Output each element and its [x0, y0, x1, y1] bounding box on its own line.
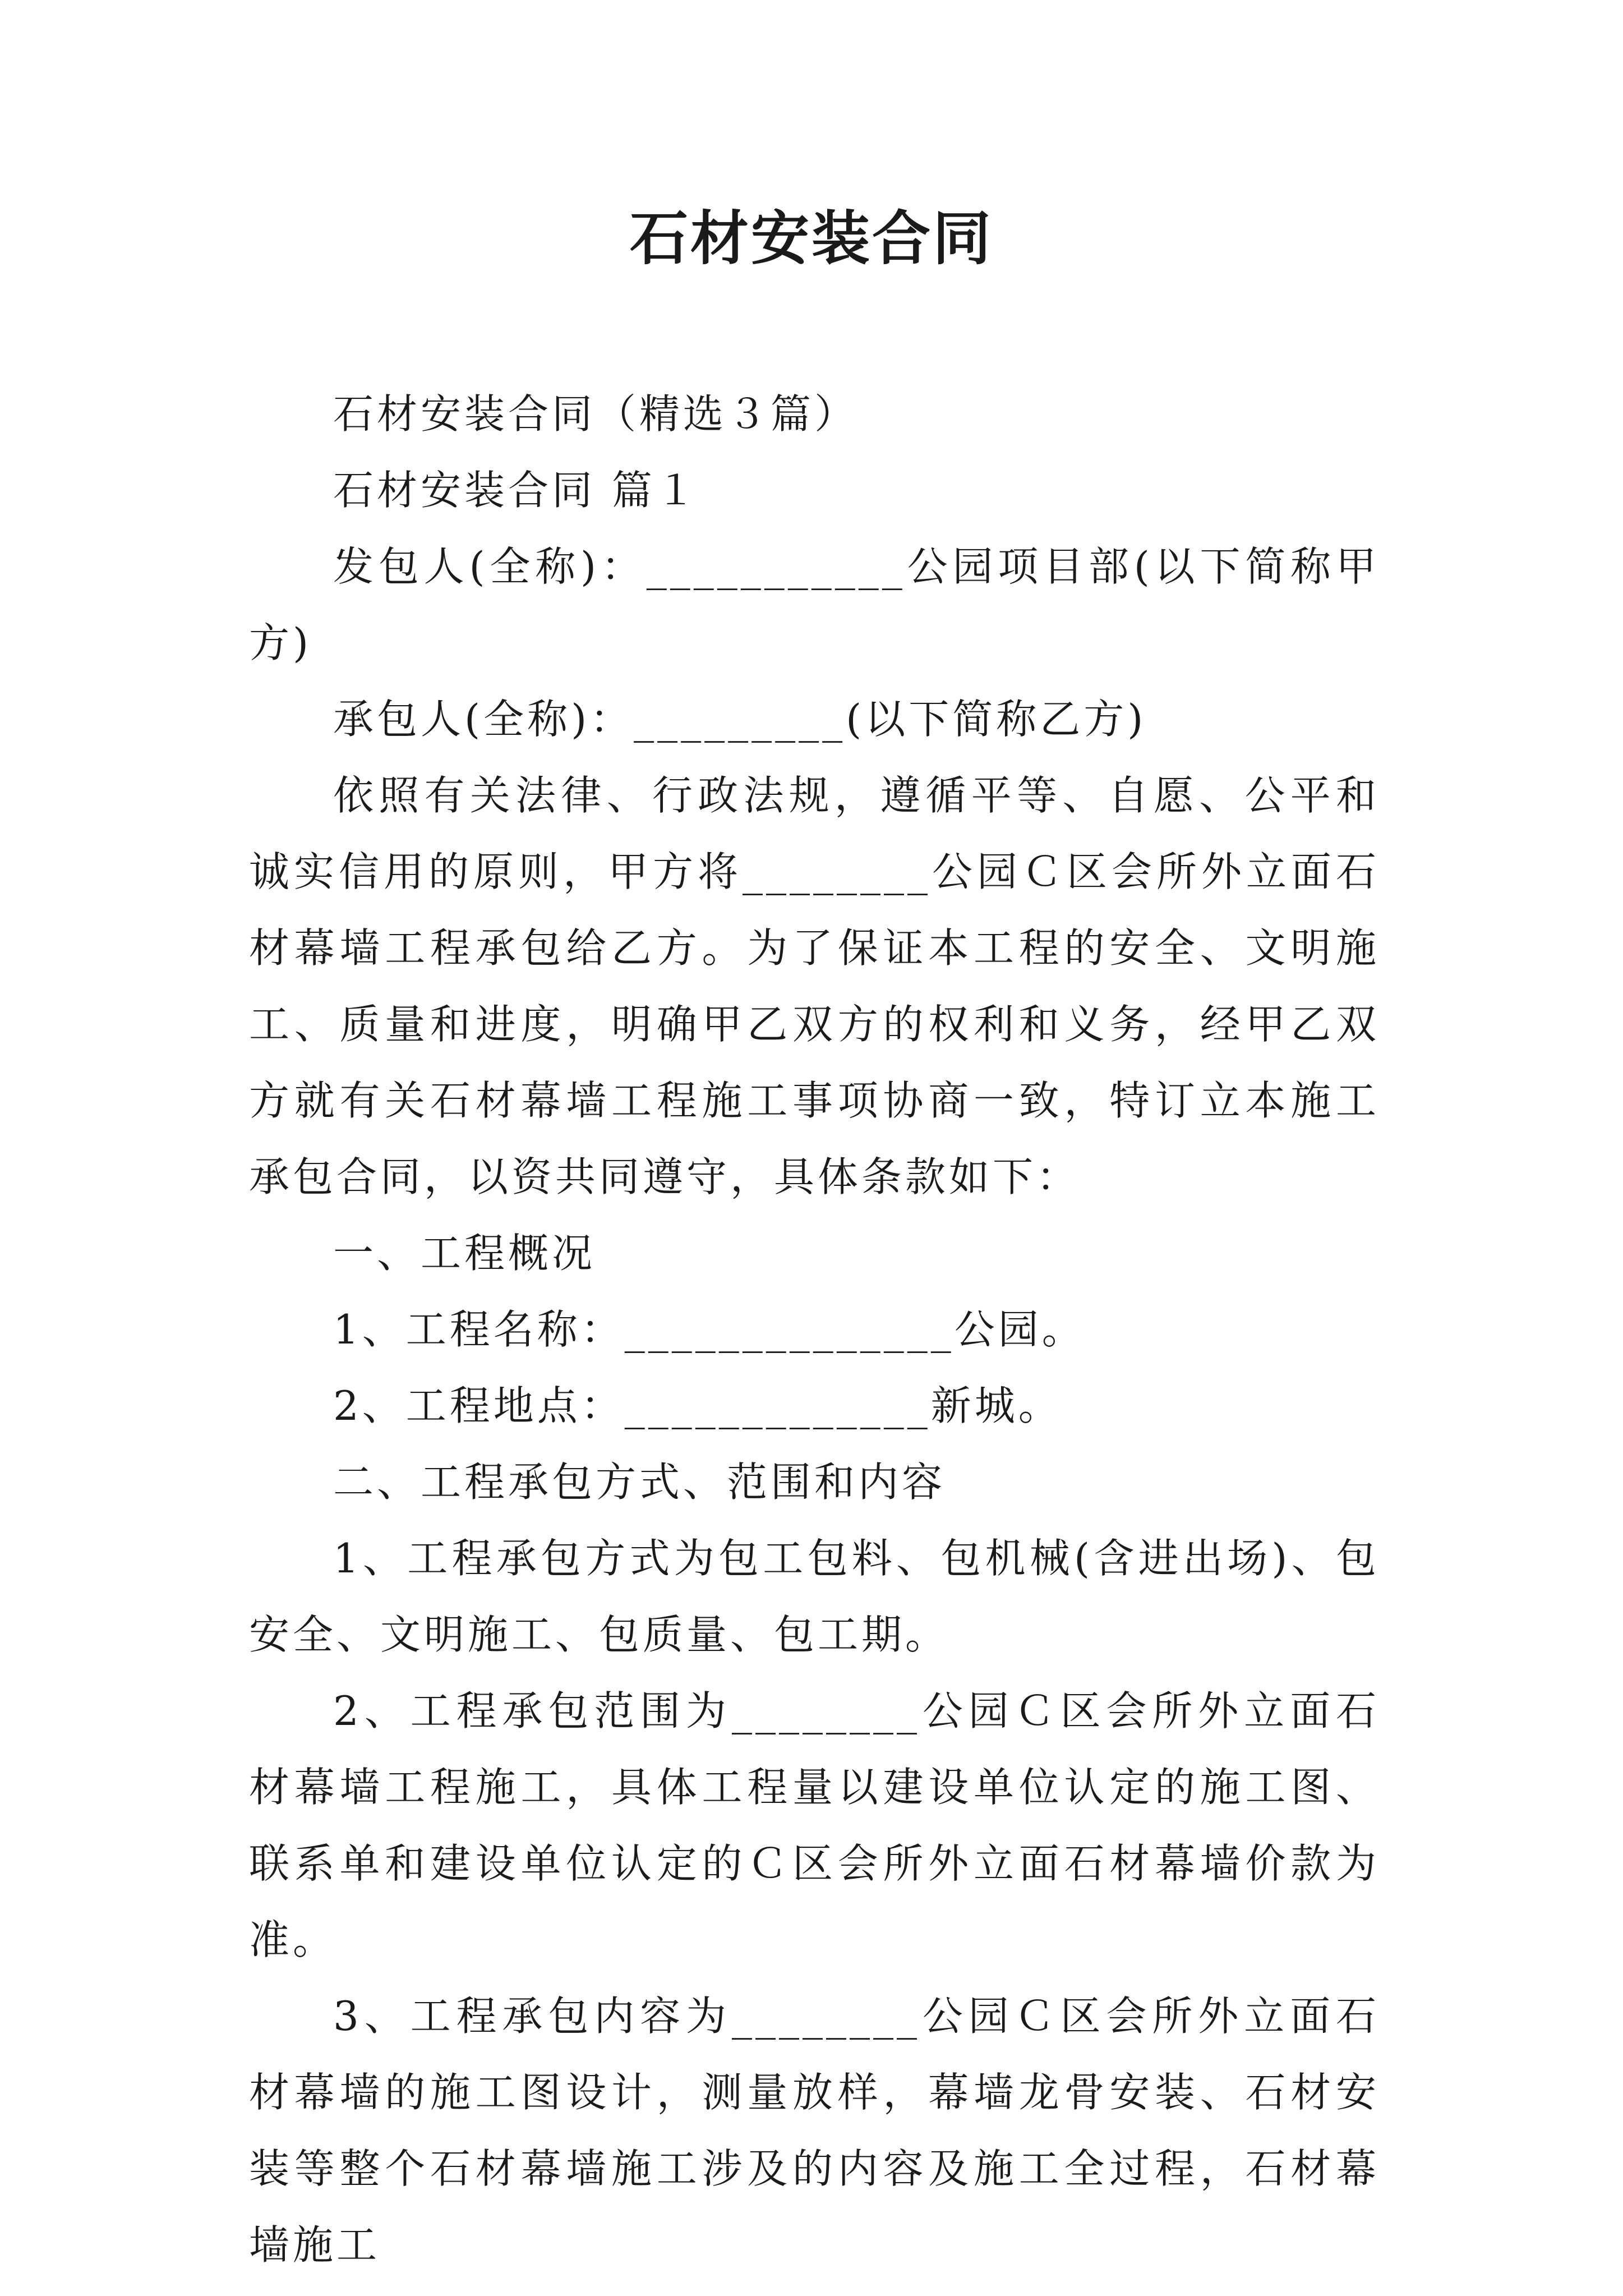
party-a-line: 发包人(全称)：___________公园项目部(以下简称甲方): [249, 543, 1380, 666]
clause-heading: 一、工程概况: [333, 1230, 596, 1277]
party-b-line: 承包人(全称)：_________(以下简称乙方): [333, 696, 1147, 743]
preamble-paragraph: 依照有关法律、行政法规，遵循平等、自愿、公平和诚实信用的原则，甲方将________公园Ｃ区会所外立面石材幕墙工程承包给乙方。为了保证本工程的安全、文明施工、质量和进度，明确甲乙双方的权利和义务，经甲乙双方就有关石材幕墙工程施工事项协商一致，特订立本施工承包合同，以资共同遵守，具体条款如下：: [249, 772, 1380, 1200]
clause-heading: 二、工程承包方式、范围和内容: [333, 1458, 946, 1506]
clause-item: 2、工程地点：_____________新城。: [333, 1382, 1062, 1429]
document-body: [249, 376, 1380, 2283]
clause-item: 3、工程承包内容为________公园Ｃ区会所外立面石材幕墙的施工图设计，测量放样，幕墙龙骨安装、石材安装等整个石材幕墙施工涉及的内容及施工全过程，石材幕墙施工: [249, 1993, 1380, 2269]
clause-item: 1、工程承包方式为包工包料、包机械(含进出场)、包安全、文明施工、包质量、包工期。: [249, 1535, 1380, 1658]
clause-item: 1、工程名称：______________公园。: [333, 1306, 1086, 1353]
clause-item: 2、工程承包范围为________公园Ｃ区会所外立面石材幕墙工程施工，具体工程量以建设单位认定的施工图、联系单和建设单位认定的Ｃ区会所外立面石材幕墙价款为准。: [249, 1687, 1380, 1963]
document-title: 石材安装合同: [629, 204, 993, 273]
subtitle-paragraph: 石材安装合同（精选３篇）: [333, 390, 859, 438]
section-heading: 石材安装合同 篇１: [333, 467, 699, 514]
